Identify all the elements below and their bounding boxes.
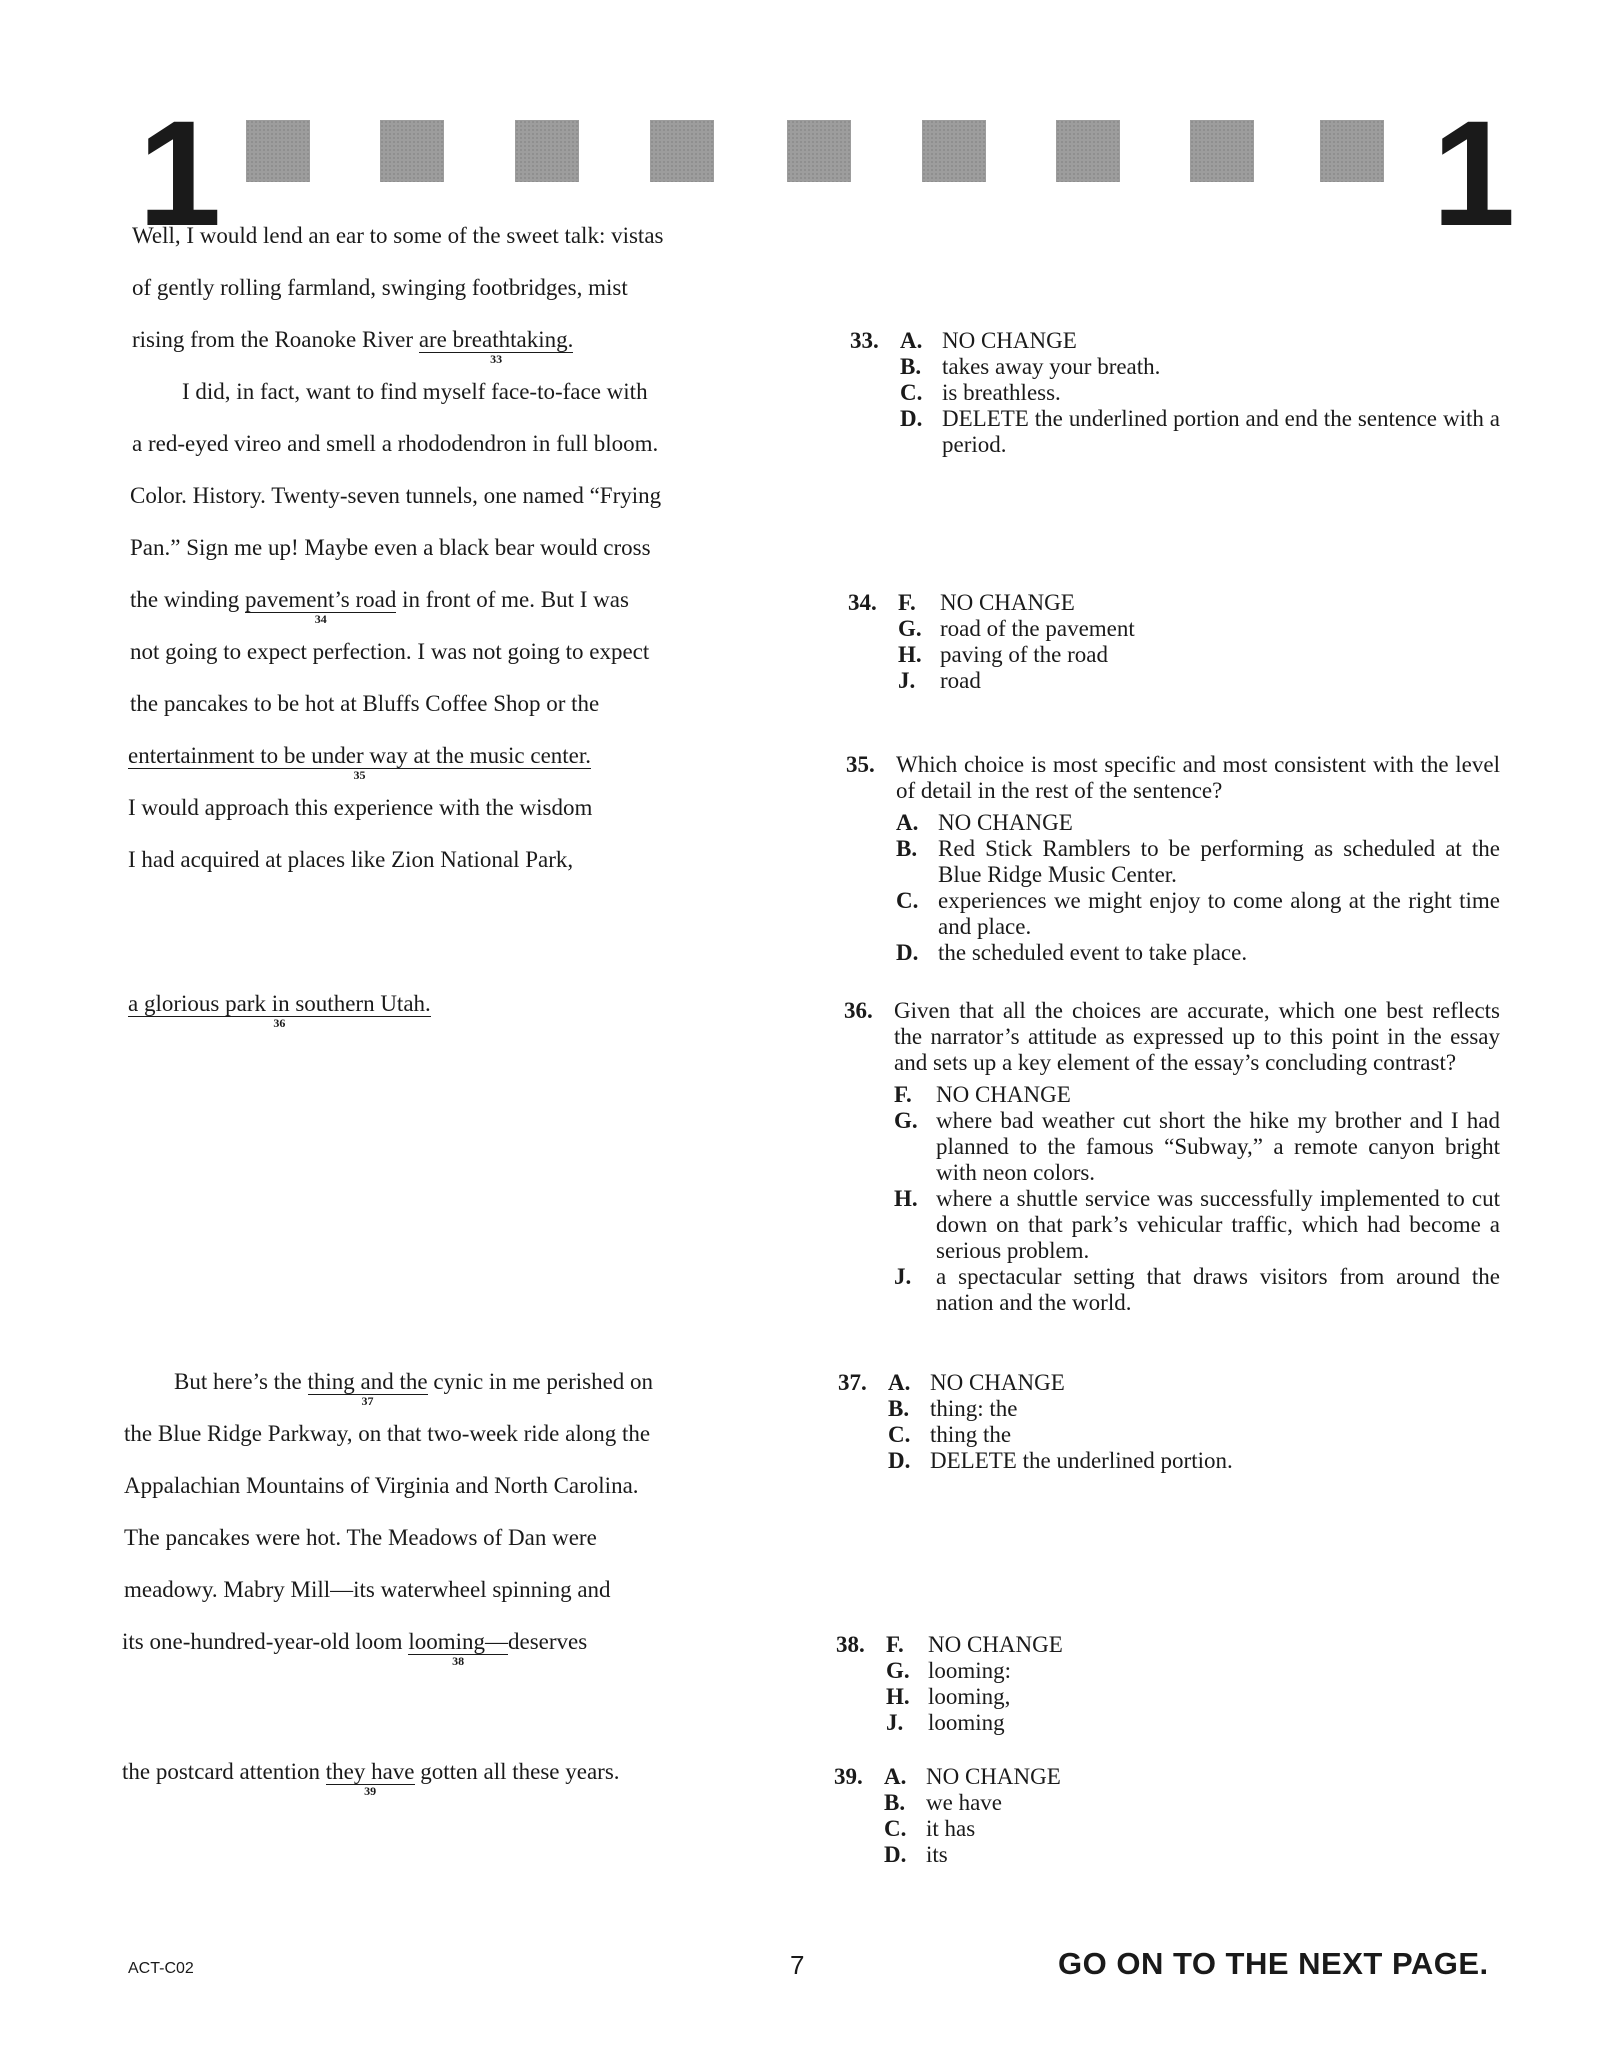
question-number: 39. bbox=[834, 1764, 863, 1789]
underlined-text: they have bbox=[325, 1759, 415, 1784]
option-text: paving of the road bbox=[940, 642, 1108, 667]
question-stem: Which choice is most specific and most consistent with the level of detail in the rest of the sentence? bbox=[896, 752, 1500, 803]
answer-option[interactable] bbox=[848, 590, 1500, 616]
option-letter: H. bbox=[898, 642, 922, 667]
question-35 bbox=[846, 752, 1500, 966]
answer-option[interactable] bbox=[838, 1448, 1500, 1474]
passage-line bbox=[128, 990, 431, 1030]
question-number: 35. bbox=[846, 752, 875, 777]
option-text: it has bbox=[926, 1816, 976, 1841]
option-text: road of the pavement bbox=[940, 616, 1135, 641]
option-text: we have bbox=[926, 1790, 1002, 1815]
next-page-notice: GO ON TO THE NEXT PAGE. bbox=[1058, 1946, 1489, 1981]
header-square bbox=[1056, 120, 1120, 182]
option-letter: G. bbox=[894, 1108, 918, 1133]
passage-text: deserves bbox=[508, 1629, 588, 1654]
option-text: road bbox=[940, 668, 981, 693]
header-square bbox=[246, 120, 310, 182]
option-letter: D. bbox=[896, 940, 919, 965]
section-number-left: 1 bbox=[138, 89, 222, 257]
option-text: NO CHANGE bbox=[942, 328, 1077, 353]
passage-line bbox=[124, 1472, 639, 1500]
question-reference-number: 36 bbox=[273, 1016, 286, 1030]
question-reference-number: 34 bbox=[314, 612, 327, 626]
question-stem: Given that all the choices are accurate, which one best reflects the narrator’s attitude as expressed up to this point in the essay and sets up a key element of the essay’s concluding contrast? bbox=[894, 998, 1500, 1075]
passage-text: the postcard attention bbox=[122, 1759, 326, 1784]
passage-line bbox=[130, 638, 649, 666]
passage-text: I had acquired at places like Zion National Park, bbox=[128, 847, 574, 872]
question-reference-number: 39 bbox=[364, 1784, 377, 1798]
passage-text: of gently rolling farmland, swinging footbridges, mist bbox=[132, 275, 628, 300]
question-reference-number: 37 bbox=[361, 1394, 374, 1408]
option-letter: B. bbox=[884, 1790, 906, 1815]
page-number: 7 bbox=[790, 1950, 805, 1980]
passage-line bbox=[128, 742, 592, 782]
answer-option[interactable] bbox=[850, 354, 1500, 380]
passage-text: But here’s the bbox=[174, 1369, 308, 1394]
answer-option[interactable] bbox=[848, 616, 1500, 642]
option-letter: C. bbox=[884, 1816, 907, 1841]
option-text: where bad weather cut short the hike my brother and I had planned to the famous “Subway,” a remote canyon bright with neon colors. bbox=[936, 1108, 1500, 1185]
option-letter: J. bbox=[886, 1710, 904, 1735]
option-text: NO CHANGE bbox=[938, 810, 1073, 835]
underlined-text: entertainment to be under way at the music center. bbox=[128, 743, 592, 768]
answer-option[interactable] bbox=[848, 642, 1500, 668]
passage-text: The pancakes were hot. The Meadows of Dan were bbox=[124, 1525, 597, 1550]
question-reference-number: 33 bbox=[490, 352, 503, 366]
passage-line bbox=[132, 430, 658, 458]
answer-option[interactable] bbox=[836, 1710, 1500, 1736]
question-number: 36. bbox=[844, 998, 873, 1023]
option-letter: C. bbox=[888, 1422, 911, 1447]
option-letter: J. bbox=[898, 668, 916, 693]
underlined-text: pavement’s road bbox=[245, 587, 397, 612]
answer-option[interactable] bbox=[846, 888, 1500, 940]
answer-option[interactable] bbox=[846, 810, 1500, 836]
answer-option[interactable] bbox=[850, 380, 1500, 406]
passage-line bbox=[128, 846, 573, 874]
option-letter: A. bbox=[896, 810, 919, 835]
header-square bbox=[650, 120, 714, 182]
passage-line bbox=[130, 482, 661, 510]
answer-option[interactable] bbox=[850, 406, 1500, 458]
form-code: ACT-C02 bbox=[128, 1960, 194, 1977]
option-letter: F. bbox=[894, 1082, 912, 1107]
answer-option[interactable] bbox=[846, 836, 1500, 888]
passage-text: Pan.” Sign me up! Maybe even a black bear would cross bbox=[130, 535, 651, 560]
answer-option[interactable] bbox=[850, 328, 1500, 354]
underlined-portion bbox=[307, 1369, 428, 1408]
passage-text: I would approach this experience with the wisdom bbox=[128, 795, 593, 820]
option-letter: D. bbox=[900, 406, 923, 431]
answer-option[interactable] bbox=[844, 1186, 1500, 1264]
question-36 bbox=[844, 998, 1500, 1316]
passage-text: Color. History. Twenty-seven tunnels, one named “Frying bbox=[130, 483, 662, 508]
header-square bbox=[922, 120, 986, 182]
option-text: thing the bbox=[930, 1422, 1012, 1447]
passage-text: not going to expect perfection. I was not going to expect bbox=[130, 639, 650, 664]
header-square bbox=[1320, 120, 1384, 182]
header-square bbox=[515, 120, 579, 182]
underlined-portion bbox=[245, 587, 397, 626]
option-text: looming, bbox=[928, 1684, 1011, 1709]
option-text: NO CHANGE bbox=[926, 1764, 1061, 1789]
passage-line bbox=[132, 378, 648, 406]
passage-text: Well, I would lend an ear to some of the sweet talk: vistas bbox=[132, 223, 664, 248]
option-letter: F. bbox=[898, 590, 916, 615]
underlined-text: a glorious park in southern Utah. bbox=[128, 991, 431, 1016]
question-reference-number: 38 bbox=[452, 1654, 465, 1668]
option-letter: H. bbox=[894, 1186, 918, 1211]
underlined-portion bbox=[418, 327, 574, 366]
option-letter: D. bbox=[888, 1448, 911, 1473]
underlined-text: thing and the bbox=[307, 1369, 428, 1394]
underlined-text: looming— bbox=[408, 1629, 508, 1654]
answer-option[interactable] bbox=[836, 1658, 1500, 1684]
option-letter: G. bbox=[898, 616, 922, 641]
option-text: a spectacular setting that draws visitors from around the nation and the world. bbox=[936, 1264, 1500, 1315]
option-text: Red Stick Ramblers to be performing as scheduled at the Blue Ridge Music Center. bbox=[938, 836, 1500, 887]
passage-line bbox=[124, 1368, 654, 1408]
answer-option[interactable] bbox=[846, 940, 1500, 966]
passage-text: cynic in me perished on bbox=[427, 1369, 654, 1394]
option-text: its bbox=[926, 1842, 948, 1867]
option-letter: G. bbox=[886, 1658, 910, 1683]
header-square bbox=[787, 120, 851, 182]
option-letter: J. bbox=[894, 1264, 912, 1289]
passage-line bbox=[132, 222, 663, 250]
passage-text: its one-hundred-year-old loom bbox=[122, 1629, 409, 1654]
underlined-text: are breathtaking. bbox=[418, 327, 574, 352]
answer-option[interactable] bbox=[848, 668, 1500, 694]
answer-option[interactable] bbox=[836, 1684, 1500, 1710]
passage-text: a red-eyed vireo and smell a rhododendron in full bloom. bbox=[132, 431, 659, 456]
question-number: 38. bbox=[836, 1632, 865, 1657]
passage-text: the pancakes to be hot at Bluffs Coffee Shop or the bbox=[130, 691, 600, 716]
question-reference-number: 35 bbox=[353, 768, 366, 782]
option-text: is breathless. bbox=[942, 380, 1061, 405]
answer-option[interactable] bbox=[836, 1632, 1500, 1658]
passage-line bbox=[124, 1576, 611, 1604]
passage-text: I did, in fact, want to find myself face-to-face with bbox=[182, 379, 648, 404]
question-number: 37. bbox=[838, 1370, 867, 1395]
passage-line bbox=[130, 534, 651, 562]
passage-text: rising from the Roanoke River bbox=[132, 327, 419, 352]
option-letter: F. bbox=[886, 1632, 904, 1657]
question-38 bbox=[836, 1632, 1500, 1736]
passage-text: the winding bbox=[130, 587, 245, 612]
passage-line bbox=[122, 1628, 588, 1668]
option-letter: A. bbox=[884, 1764, 907, 1789]
question-39 bbox=[834, 1764, 1500, 1868]
passage-line bbox=[132, 326, 574, 366]
passage-text: in front of me. But I was bbox=[396, 587, 629, 612]
passage-text: the Blue Ridge Parkway, on that two-week ride along the bbox=[124, 1421, 651, 1446]
header-square bbox=[380, 120, 444, 182]
question-34 bbox=[848, 590, 1500, 694]
option-text: thing: the bbox=[930, 1396, 1018, 1421]
answer-option[interactable] bbox=[834, 1842, 1500, 1868]
option-text: takes away your breath. bbox=[942, 354, 1161, 379]
answer-option[interactable] bbox=[834, 1816, 1500, 1842]
passage-line bbox=[124, 1420, 650, 1448]
question-number: 34. bbox=[848, 590, 877, 615]
option-letter: C. bbox=[896, 888, 919, 913]
option-text: NO CHANGE bbox=[940, 590, 1075, 615]
option-text: where a shuttle service was successfully implemented to cut down on that park’s vehicular traffic, which had become a serious problem. bbox=[936, 1186, 1500, 1263]
option-text: looming: bbox=[928, 1658, 1012, 1683]
passage-line bbox=[130, 690, 599, 718]
option-letter: B. bbox=[896, 836, 918, 861]
option-text: DELETE the underlined portion and end the sentence with a period. bbox=[942, 406, 1500, 457]
passage-line bbox=[130, 586, 629, 626]
answer-option[interactable] bbox=[834, 1764, 1500, 1790]
passage-text: Appalachian Mountains of Virginia and North Carolina. bbox=[124, 1473, 639, 1498]
option-letter: A. bbox=[900, 328, 923, 353]
header-square bbox=[1190, 120, 1254, 182]
option-letter: D. bbox=[884, 1842, 907, 1867]
answer-option[interactable] bbox=[834, 1790, 1500, 1816]
underlined-portion bbox=[128, 991, 431, 1030]
passage-line bbox=[128, 794, 592, 822]
underlined-portion bbox=[325, 1759, 415, 1798]
section-number-right: 1 bbox=[1432, 89, 1516, 257]
answer-option[interactable] bbox=[844, 1082, 1500, 1108]
question-33 bbox=[850, 328, 1500, 458]
option-text: NO CHANGE bbox=[936, 1082, 1071, 1107]
passage-text: gotten all these years. bbox=[414, 1759, 620, 1784]
option-text: NO CHANGE bbox=[930, 1370, 1065, 1395]
underlined-portion bbox=[408, 1629, 508, 1668]
option-text: looming bbox=[928, 1710, 1005, 1735]
passage-line bbox=[132, 274, 628, 302]
question-number: 33. bbox=[850, 328, 879, 353]
option-letter: B. bbox=[888, 1396, 910, 1421]
passage-line bbox=[122, 1758, 620, 1798]
option-text: the scheduled event to take place. bbox=[938, 940, 1248, 965]
underlined-portion bbox=[128, 743, 592, 782]
answer-option[interactable] bbox=[844, 1264, 1500, 1316]
answer-option[interactable] bbox=[844, 1108, 1500, 1186]
answer-option[interactable] bbox=[838, 1370, 1500, 1396]
option-letter: A. bbox=[888, 1370, 911, 1395]
passage-text: meadowy. Mabry Mill—its waterwheel spinning and bbox=[124, 1577, 611, 1602]
passage-line bbox=[124, 1524, 597, 1552]
answer-option[interactable] bbox=[838, 1422, 1500, 1448]
option-text: experiences we might enjoy to come along at the right time and place. bbox=[938, 888, 1500, 939]
option-letter: B. bbox=[900, 354, 922, 379]
option-letter: C. bbox=[900, 380, 923, 405]
option-letter: H. bbox=[886, 1684, 910, 1709]
question-37 bbox=[838, 1370, 1500, 1474]
answer-option[interactable] bbox=[838, 1396, 1500, 1422]
option-text: NO CHANGE bbox=[928, 1632, 1063, 1657]
option-text: DELETE the underlined portion. bbox=[930, 1448, 1233, 1473]
